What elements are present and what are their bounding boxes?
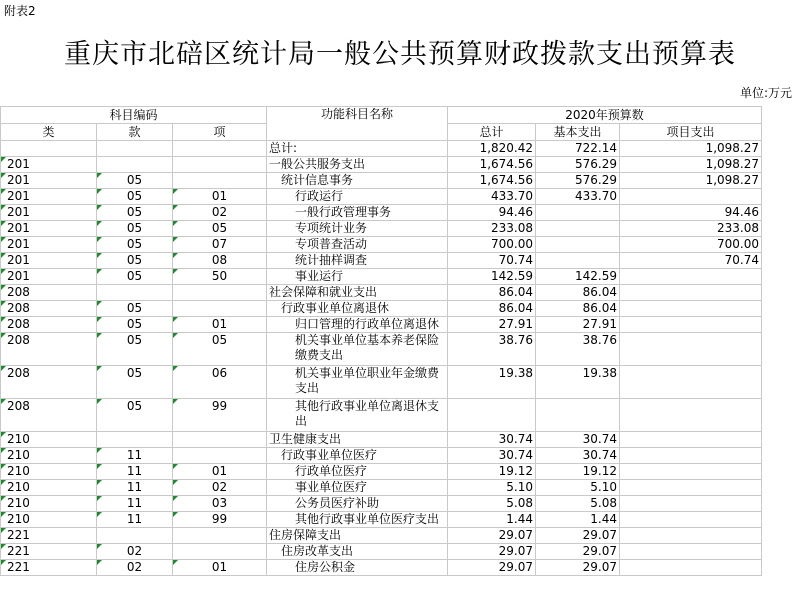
cell-kuan[interactable] (97, 528, 173, 544)
cell-name[interactable]: 一般行政管理事务 (267, 205, 448, 221)
cell-kuan[interactable]: 05 (97, 189, 173, 205)
cell-lei[interactable]: 210 (1, 496, 97, 512)
cell-xiang[interactable] (173, 141, 267, 157)
cell-basic[interactable]: 30.74 (536, 432, 620, 448)
cell-project[interactable] (620, 560, 762, 576)
cell-basic[interactable]: 27.91 (536, 317, 620, 333)
cell-xiang[interactable]: 01 (173, 189, 267, 205)
cell-basic[interactable] (536, 221, 620, 237)
cell-name[interactable]: 专项普查活动 (267, 237, 448, 253)
cell-name[interactable]: 行政单位医疗 (267, 464, 448, 480)
cell-kuan[interactable]: 02 (97, 560, 173, 576)
header-kuan[interactable]: 款 (97, 124, 173, 141)
cell-kuan[interactable]: 05 (97, 399, 173, 432)
cell-kuan[interactable]: 05 (97, 253, 173, 269)
cell-lei[interactable] (1, 141, 97, 157)
cell-total[interactable]: 29.07 (448, 528, 536, 544)
cell-name[interactable]: 总计: (267, 141, 448, 157)
unit-label: 单位:万元 (739, 86, 792, 100)
table-row (1, 528, 762, 544)
cell-project[interactable]: 94.46 (620, 205, 762, 221)
cell-name[interactable]: 事业运行 (267, 269, 448, 285)
cell-lei[interactable]: 221 (1, 560, 97, 576)
cell-kuan[interactable] (97, 157, 173, 173)
cell-basic[interactable]: 5.10 (536, 480, 620, 496)
header-row-1 (1, 107, 762, 124)
cell-basic[interactable]: 86.04 (536, 301, 620, 317)
cell-basic[interactable]: 29.07 (536, 560, 620, 576)
cell-basic[interactable]: 19.38 (536, 366, 620, 399)
cell-basic[interactable]: 576.29 (536, 173, 620, 189)
cell-total[interactable]: 86.04 (448, 301, 536, 317)
cell-lei[interactable]: 201 (1, 221, 97, 237)
cell-basic[interactable]: 19.12 (536, 464, 620, 480)
cell-xiang[interactable]: 01 (173, 464, 267, 480)
table-row (1, 301, 762, 317)
cell-xiang[interactable] (173, 157, 267, 173)
cell-name[interactable]: 统计信息事务 (267, 173, 448, 189)
cell-project[interactable] (620, 399, 762, 432)
table-row (1, 544, 762, 560)
cell-basic[interactable] (536, 205, 620, 221)
cell-total[interactable]: 94.46 (448, 205, 536, 221)
cell-name[interactable]: 行政运行 (267, 189, 448, 205)
cell-total[interactable] (448, 399, 536, 432)
table-row (1, 141, 762, 157)
cell-project[interactable]: 1,098.27 (620, 157, 762, 173)
cell-xiang[interactable] (173, 432, 267, 448)
cell-lei[interactable]: 210 (1, 480, 97, 496)
table-row (1, 157, 762, 173)
cell-kuan[interactable]: 02 (97, 544, 173, 560)
cell-lei[interactable]: 210 (1, 512, 97, 528)
table-row (1, 496, 762, 512)
cell-xiang[interactable]: 50 (173, 269, 267, 285)
cell-project[interactable]: 70.74 (620, 253, 762, 269)
cell-xiang[interactable]: 05 (173, 221, 267, 237)
cell-name[interactable]: 住房公积金 (267, 560, 448, 576)
cell-project[interactable] (620, 333, 762, 366)
cell-project[interactable] (620, 544, 762, 560)
header-code-group[interactable]: 科目编码 (1, 107, 267, 124)
cell-lei[interactable]: 221 (1, 544, 97, 560)
cell-name[interactable]: 公务员医疗补助 (267, 496, 448, 512)
cell-basic[interactable]: 30.74 (536, 448, 620, 464)
table-row (1, 285, 762, 301)
cell-basic[interactable]: 576.29 (536, 157, 620, 173)
table-row (1, 512, 762, 528)
table-row (1, 317, 762, 333)
cell-xiang[interactable]: 01 (173, 560, 267, 576)
cell-kuan[interactable]: 11 (97, 480, 173, 496)
cell-xiang[interactable] (173, 544, 267, 560)
cell-total[interactable]: 1,820.42 (448, 141, 536, 157)
cell-kuan[interactable]: 05 (97, 237, 173, 253)
cell-lei[interactable]: 210 (1, 432, 97, 448)
cell-name[interactable]: 其他行政事业单位医疗支出 (267, 512, 448, 528)
table-row (1, 432, 762, 448)
cell-kuan[interactable]: 05 (97, 333, 173, 366)
cell-total[interactable]: 19.38 (448, 366, 536, 399)
cell-name[interactable]: 卫生健康支出 (267, 432, 448, 448)
cell-xiang[interactable] (173, 528, 267, 544)
table-row (1, 333, 762, 366)
cell-total[interactable]: 1,674.56 (448, 157, 536, 173)
cell-xiang[interactable]: 08 (173, 253, 267, 269)
cell-xiang[interactable]: 02 (173, 480, 267, 496)
cell-basic[interactable]: 29.07 (536, 528, 620, 544)
cell-project[interactable] (620, 269, 762, 285)
cell-total[interactable]: 1,674.56 (448, 173, 536, 189)
cell-basic[interactable]: 38.76 (536, 333, 620, 366)
table-row (1, 269, 762, 285)
cell-project[interactable] (620, 366, 762, 399)
cell-project[interactable] (620, 317, 762, 333)
cell-project[interactable] (620, 189, 762, 205)
header-name[interactable]: 功能科目名称 (267, 107, 448, 141)
cell-total[interactable]: 142.59 (448, 269, 536, 285)
cell-project[interactable] (620, 301, 762, 317)
cell-total[interactable]: 19.12 (448, 464, 536, 480)
cell-project[interactable] (620, 432, 762, 448)
cell-name[interactable]: 行政事业单位医疗 (267, 448, 448, 464)
cell-name[interactable]: 社会保障和就业支出 (267, 285, 448, 301)
cell-total[interactable]: 433.70 (448, 189, 536, 205)
table-row (1, 173, 762, 189)
header-lei[interactable]: 类 (1, 124, 97, 141)
cell-kuan[interactable] (97, 141, 173, 157)
cell-name[interactable]: 专项统计业务 (267, 221, 448, 237)
cell-total[interactable]: 30.74 (448, 448, 536, 464)
table-row (1, 253, 762, 269)
cell-project[interactable] (620, 496, 762, 512)
cell-kuan[interactable]: 11 (97, 448, 173, 464)
cell-lei[interactable]: 208 (1, 317, 97, 333)
cell-xiang[interactable]: 99 (173, 399, 267, 432)
cell-name[interactable]: 事业单位医疗 (267, 480, 448, 496)
header-total[interactable]: 总计 (448, 124, 536, 141)
cell-total[interactable]: 38.76 (448, 333, 536, 366)
cell-basic[interactable]: 433.70 (536, 189, 620, 205)
cell-total[interactable]: 86.04 (448, 285, 536, 301)
cell-name[interactable]: 归口管理的行政单位离退休 (267, 317, 448, 333)
cell-basic[interactable]: 5.08 (536, 496, 620, 512)
cell-total[interactable]: 700.00 (448, 237, 536, 253)
cell-basic[interactable] (536, 399, 620, 432)
header-project[interactable]: 项目支出 (620, 124, 762, 141)
cell-xiang[interactable] (173, 448, 267, 464)
cell-kuan[interactable]: 05 (97, 221, 173, 237)
budget-table (0, 106, 762, 576)
cell-lei[interactable]: 201 (1, 173, 97, 189)
cell-xiang[interactable]: 07 (173, 237, 267, 253)
cell-kuan[interactable]: 05 (97, 301, 173, 317)
cell-kuan[interactable]: 11 (97, 512, 173, 528)
cell-lei[interactable]: 201 (1, 269, 97, 285)
cell-project[interactable]: 1,098.27 (620, 173, 762, 189)
cell-xiang[interactable] (173, 285, 267, 301)
cell-project[interactable]: 233.08 (620, 221, 762, 237)
cell-basic[interactable] (536, 253, 620, 269)
cell-xiang[interactable]: 99 (173, 512, 267, 528)
cell-basic[interactable]: 29.07 (536, 544, 620, 560)
table-row (1, 221, 762, 237)
cell-project[interactable] (620, 464, 762, 480)
cell-total[interactable]: 5.08 (448, 496, 536, 512)
cell-kuan[interactable]: 05 (97, 205, 173, 221)
header-basic[interactable]: 基本支出 (536, 124, 620, 141)
cell-lei[interactable]: 208 (1, 285, 97, 301)
sheet-marker: 附表2 (4, 4, 36, 18)
cell-kuan[interactable]: 11 (97, 464, 173, 480)
header-budget-group[interactable]: 2020年预算数 (448, 107, 762, 124)
cell-name[interactable]: 住房改革支出 (267, 544, 448, 560)
cell-kuan[interactable]: 05 (97, 269, 173, 285)
cell-lei[interactable]: 208 (1, 301, 97, 317)
cell-xiang[interactable]: 01 (173, 317, 267, 333)
cell-lei[interactable]: 210 (1, 448, 97, 464)
cell-lei[interactable]: 201 (1, 237, 97, 253)
cell-xiang[interactable]: 06 (173, 366, 267, 399)
cell-total[interactable]: 233.08 (448, 221, 536, 237)
table-row (1, 237, 762, 253)
cell-project[interactable] (620, 512, 762, 528)
cell-xiang[interactable] (173, 301, 267, 317)
cell-lei[interactable]: 201 (1, 189, 97, 205)
cell-basic[interactable]: 1.44 (536, 512, 620, 528)
cell-kuan[interactable]: 05 (97, 366, 173, 399)
header-xiang[interactable]: 项 (173, 124, 267, 141)
cell-basic[interactable] (536, 237, 620, 253)
cell-kuan[interactable]: 05 (97, 173, 173, 189)
cell-project[interactable] (620, 448, 762, 464)
table-row (1, 205, 762, 221)
cell-lei[interactable]: 210 (1, 464, 97, 480)
cell-xiang[interactable]: 02 (173, 205, 267, 221)
table-row (1, 480, 762, 496)
cell-lei[interactable]: 208 (1, 399, 97, 432)
cell-total[interactable]: 30.74 (448, 432, 536, 448)
page-title: 重庆市北碚区统计局一般公共预算财政拨款支出预算表 (64, 39, 736, 70)
cell-project[interactable]: 1,098.27 (620, 141, 762, 157)
table-row (1, 189, 762, 205)
table-row (1, 399, 762, 432)
cell-kuan[interactable]: 05 (97, 317, 173, 333)
cell-name[interactable]: 其他行政事业单位离退休支出 (267, 399, 448, 432)
table-row (1, 464, 762, 480)
cell-basic[interactable]: 142.59 (536, 269, 620, 285)
cell-lei[interactable]: 208 (1, 333, 97, 366)
cell-kuan[interactable]: 11 (97, 496, 173, 512)
cell-xiang[interactable]: 05 (173, 333, 267, 366)
cell-basic[interactable]: 86.04 (536, 285, 620, 301)
cell-project[interactable] (620, 480, 762, 496)
cell-total[interactable]: 1.44 (448, 512, 536, 528)
cell-project[interactable] (620, 285, 762, 301)
table-row (1, 366, 762, 399)
cell-xiang[interactable]: 03 (173, 496, 267, 512)
cell-name[interactable]: 住房保障支出 (267, 528, 448, 544)
cell-lei[interactable]: 201 (1, 205, 97, 221)
cell-total[interactable]: 29.07 (448, 560, 536, 576)
table-row (1, 448, 762, 464)
cell-name[interactable]: 机关事业单位基本养老保险缴费支出 (267, 333, 448, 366)
cell-kuan[interactable] (97, 285, 173, 301)
cell-total[interactable]: 70.74 (448, 253, 536, 269)
cell-lei[interactable]: 201 (1, 253, 97, 269)
table-row (1, 560, 762, 576)
cell-name[interactable]: 统计抽样调查 (267, 253, 448, 269)
cell-basic[interactable]: 722.14 (536, 141, 620, 157)
cell-total[interactable]: 29.07 (448, 544, 536, 560)
cell-lei[interactable]: 208 (1, 366, 97, 399)
cell-lei[interactable]: 221 (1, 528, 97, 544)
cell-kuan[interactable] (97, 432, 173, 448)
cell-total[interactable]: 5.10 (448, 480, 536, 496)
cell-total[interactable]: 27.91 (448, 317, 536, 333)
cell-name[interactable]: 一般公共服务支出 (267, 157, 448, 173)
cell-name[interactable]: 行政事业单位离退休 (267, 301, 448, 317)
cell-name[interactable]: 机关事业单位职业年金缴费支出 (267, 366, 448, 399)
cell-lei[interactable]: 201 (1, 157, 97, 173)
cell-xiang[interactable] (173, 173, 267, 189)
cell-project[interactable] (620, 528, 762, 544)
cell-project[interactable]: 700.00 (620, 237, 762, 253)
